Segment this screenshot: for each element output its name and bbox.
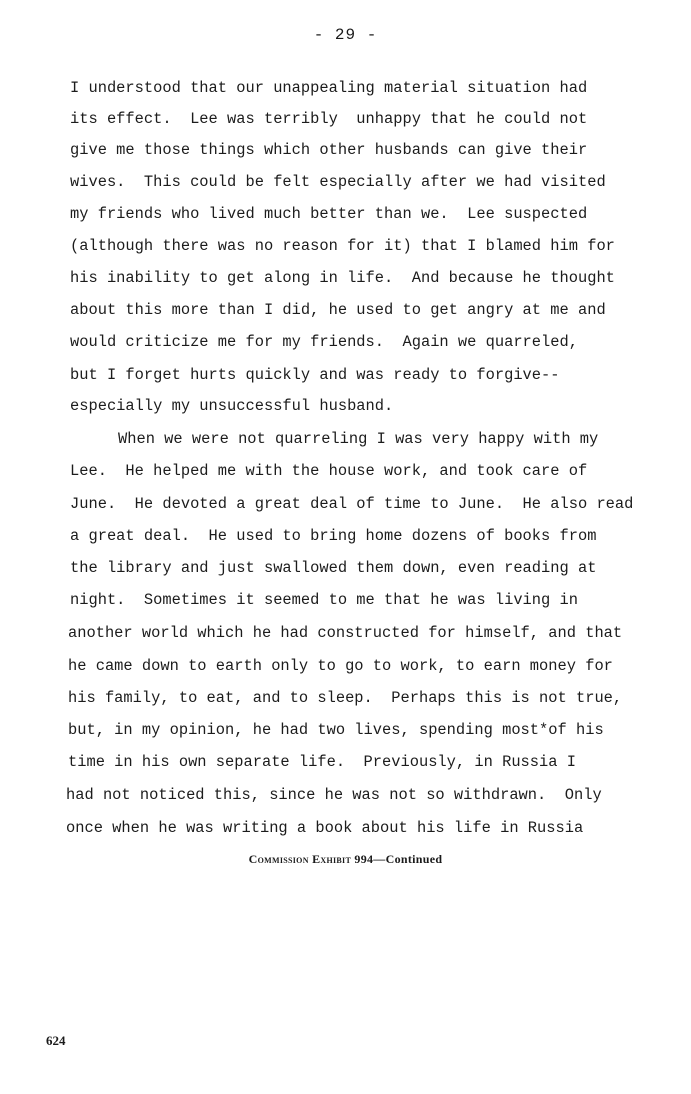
paragraph-first-line: When we were not quarreling I was very happy with my bbox=[118, 430, 599, 448]
text-line: time in his own separate life. Previously, in Russia I bbox=[68, 753, 576, 771]
text-line: a great deal. He used to bring home dozens of books from bbox=[70, 527, 597, 545]
exhibit-caption-main: Commission Exhibit 994 bbox=[248, 852, 374, 866]
text-line: would criticize me for my friends. Again we quarreled, bbox=[70, 333, 578, 351]
page-number-bottom: 624 bbox=[46, 1033, 66, 1048]
text-line: my friends who lived much better than we. Lee suspected bbox=[70, 205, 588, 223]
text-line: Lee. He helped me with the house work, and took care of bbox=[70, 462, 588, 480]
text-line: but I forget hurts quickly and was ready to forgive-- bbox=[70, 366, 560, 384]
text-line: (although there was no reason for it) that I blamed him for bbox=[70, 237, 615, 255]
text-line: he came down to earth only to go to work, to earn money for bbox=[68, 657, 613, 675]
text-line: about this more than I did, he used to get angry at me and bbox=[70, 301, 606, 319]
text-line: his inability to get along in life. And because he thought bbox=[70, 269, 615, 287]
text-line: especially my unsuccessful husband. bbox=[70, 397, 394, 415]
text-line: his family, to eat, and to sleep. Perhaps this is not true, bbox=[68, 689, 623, 707]
text-line: its effect. Lee was terribly unhappy that he could not bbox=[70, 110, 588, 128]
text-line: wives. This could be felt especially after we had visited bbox=[70, 173, 606, 191]
text-line: give me those things which other husbands can give their bbox=[70, 141, 588, 159]
text-line: I understood that our unappealing material situation had bbox=[70, 79, 588, 97]
text-line: night. Sometimes it seemed to me that he was living in bbox=[70, 591, 578, 609]
text-line: once when he was writing a book about his life in Russia bbox=[66, 819, 584, 837]
text-line: the library and just swallowed them down, even reading at bbox=[70, 559, 597, 577]
page-number-top: - 29 - bbox=[313, 26, 378, 44]
exhibit-caption bbox=[0, 852, 691, 867]
text-line: June. He devoted a great deal of time to June. He also read bbox=[70, 495, 634, 513]
text-line: but, in my opinion, he had two lives, spending most*of his bbox=[68, 721, 604, 739]
text-line: had not noticed this, since he was not so withdrawn. Only bbox=[66, 786, 602, 804]
exhibit-caption-suffix: —Continued bbox=[373, 852, 443, 866]
text-line: another world which he had constructed for himself, and that bbox=[68, 624, 623, 642]
